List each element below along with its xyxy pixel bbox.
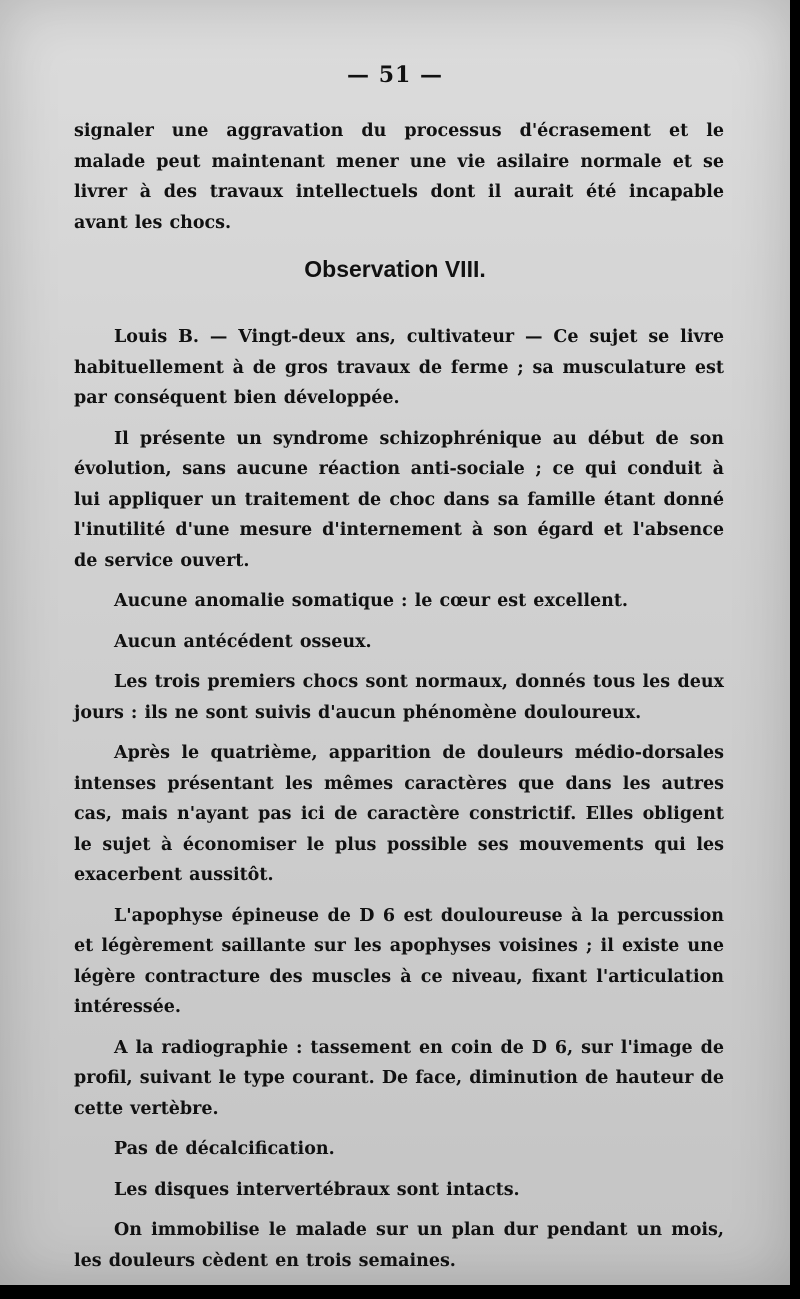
paragraph-9: Pas de décalcification. xyxy=(114,1139,335,1159)
paragraph-5: Les trois premiers chocs sont normaux, donnés tous les deux jours : ils ne sont suivis d'aucun phénomène douloureux. xyxy=(74,672,724,723)
paragraph-1: Louis B. — Vingt-deux ans, cultivateur — Ce sujet se livre habituellement à de gros travaux de ferme ; sa musculature est par conséquent bien développée. xyxy=(74,327,724,408)
paragraph-10: Les disques intervertébraux sont intacts. xyxy=(114,1179,520,1200)
paragraph-6: Après le quatrième, apparition de douleurs médio-dorsales intenses présentant les mêmes caractères que dans les autres cas, mais n'ayant pas ici de caractère constrictif. Elles obligent le sujet à économiser le plus possible ses mouvements qui les exacerbent aussitôt. xyxy=(74,743,724,885)
paragraph-4: Aucun antécédent osseux. xyxy=(114,631,372,652)
section-heading: Observation VIII. xyxy=(304,256,486,282)
intro-paragraph-block xyxy=(74,116,724,238)
page-number-header: — 51 — xyxy=(347,62,443,88)
paragraph-2: Il présente un syndrome schizophrénique au début de son évolution, sans aucune réaction anti-sociale ; ce qui conduit à lui appliquer un traitement de choc dans sa famille étant donné l'inutilité d'une mesure d'internement à son égard et l'absence de service ouvert. xyxy=(74,428,724,571)
paragraph-7: L'apophyse épineuse de D 6 est douloureuse à la percussion et légèrement saillante sur les apophyses voisines ; il existe une légère contracture des muscles à ce niveau, fixant l'articulation intéressée. xyxy=(74,905,724,1017)
intro-paragraph: signaler une aggravation du processus d'écrasement et le malade peut maintenant mener une vie asilaire normale et se livrer à des travaux intellectuels dont il aurait été incapable avant les chocs. xyxy=(74,121,724,233)
paragraph-11: On immobilise le malade sur un plan dur pendant un mois, les douleurs cèdent en trois semaines. xyxy=(74,1220,724,1271)
paragraph-8: A la radiographie : tassement en coin de D 6, sur l'image de profil, suivant le type courant. De face, diminution de hauteur de cette vertèbre. xyxy=(74,1037,724,1119)
body-text xyxy=(74,322,724,1276)
paragraph-3: Aucune anomalie somatique : le cœur est excellent. xyxy=(114,591,628,611)
